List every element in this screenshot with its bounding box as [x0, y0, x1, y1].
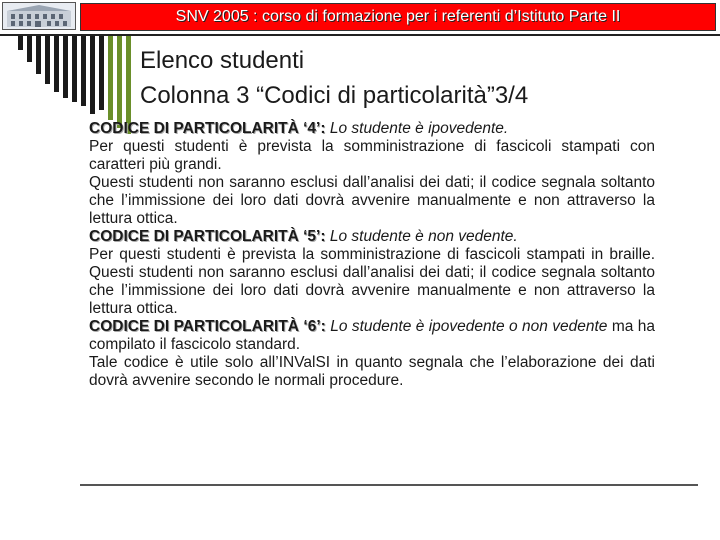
- footer-divider: [80, 484, 698, 486]
- slide-title: Elenco studenti: [140, 47, 305, 74]
- header-banner: [80, 3, 716, 31]
- code-6-label: CODICE DI PARTICOLARITÀ ‘6’:: [89, 318, 326, 335]
- slide-subtitle: Colonna 3 “Codici di particolarità”3/4: [140, 82, 529, 109]
- code-4-paragraph: [89, 120, 655, 138]
- building-logo-icon: [2, 2, 76, 30]
- code-6-description-rest: ma ha compilato il fascicolo standard.: [89, 318, 655, 353]
- code-4-description: Lo studente è ipovedente.: [325, 120, 509, 137]
- body-paragraph: Per questi studenti è prevista la somministrazione di fascicoli stampati con caratteri più grandi.: [89, 138, 655, 173]
- body-paragraph: Questi studenti non saranno esclusi dall’analisi dei dati; il codice segnala soltanto che l’immissione dei loro dati dovrà avvenire manualmente e non attraverso la lettura ottica.: [89, 174, 655, 227]
- code-5-paragraph: [89, 228, 655, 246]
- body-paragraph: Per questi studenti è prevista la somministrazione di fascicoli stampati in braille. Questi studenti non saranno esclusi dall’analisi dei dati; il codice segnala soltanto che l’immissione dei loro dati dovrà avvenire manualmente e non attraverso la lettura ottica.: [89, 246, 655, 317]
- banner-title: SNV 2005 : corso di formazione per i referenti d’Istituto Parte II: [175, 8, 621, 25]
- code-4-label: CODICE DI PARTICOLARITÀ ‘4’:: [89, 120, 326, 137]
- code-6-paragraph: [89, 318, 655, 354]
- code-6-description: Lo studente è ipovedente o non vedente: [325, 318, 608, 335]
- slide-body: [89, 120, 655, 390]
- code-5-label: CODICE DI PARTICOLARITÀ ‘5’:: [89, 228, 326, 245]
- body-paragraph: Tale codice è utile solo all’INValSI in quanto segnala che l’elaborazione dei dati dovrà avvenire secondo le normali procedure.: [89, 354, 655, 389]
- code-5-description: Lo studente è non vedente.: [325, 228, 518, 245]
